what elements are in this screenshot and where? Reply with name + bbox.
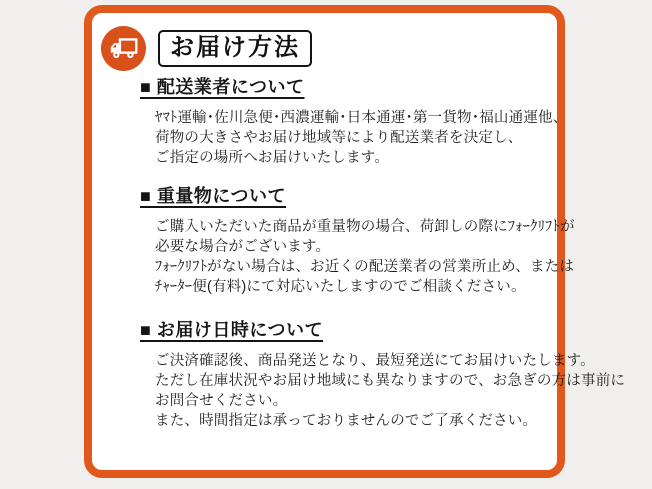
- section-delivery-datetime: [140, 318, 626, 431]
- section-heading: ■ 重量物について: [140, 186, 287, 206]
- text-line: ﾌｫｰｸﾘﾌﾄがない場合は、お近くの配送業者の営業所止め、または: [155, 259, 575, 275]
- text-line: ご指定の場所へお届けいたします。: [155, 150, 390, 166]
- sections-container: [92, 75, 626, 431]
- section-heavy-items: [140, 184, 575, 297]
- section-body: [155, 217, 575, 297]
- text-line: ご購入いただいた商品が重量物の場合、荷卸しの際にﾌｫｰｸﾘﾌﾄが: [155, 219, 575, 235]
- section-heading: ■ お届け日時について: [140, 320, 324, 340]
- section-body: [155, 351, 626, 431]
- section-body: [155, 108, 568, 168]
- text-line: ただし在庫状況やお届け地域にも異なりますので、お急ぎの方は事前に: [155, 373, 626, 389]
- truck-icon: [101, 26, 146, 71]
- text-line: 必要な場合がございます。: [155, 239, 331, 255]
- text-line: ﾔﾏﾄ運輸･佐川急便･西濃運輸･日本通運･第一貨物･福山通運他、: [155, 110, 568, 126]
- text-line: ﾁｬｰﾀｰ便(有料)にて対応いたしますのでご相談ください。: [155, 279, 526, 295]
- panel-title: お届け方法: [158, 30, 312, 67]
- panel-header: [101, 26, 312, 71]
- delivery-info-panel: [84, 5, 626, 478]
- section-heading: ■ 配送業者について: [140, 77, 305, 97]
- text-line: 荷物の大きさやお届け地域等により配送業者を決定し、: [155, 130, 523, 146]
- text-line: お問合せください。: [155, 393, 288, 409]
- text-line: ご決済確認後、商品発送となり、最短発送にてお届けいたします。: [155, 353, 595, 369]
- truck-glyph: [104, 29, 144, 69]
- text-line: また、時間指定は承っておりませんのでご了承ください。: [155, 413, 538, 429]
- section-shipping-carriers: [140, 75, 568, 168]
